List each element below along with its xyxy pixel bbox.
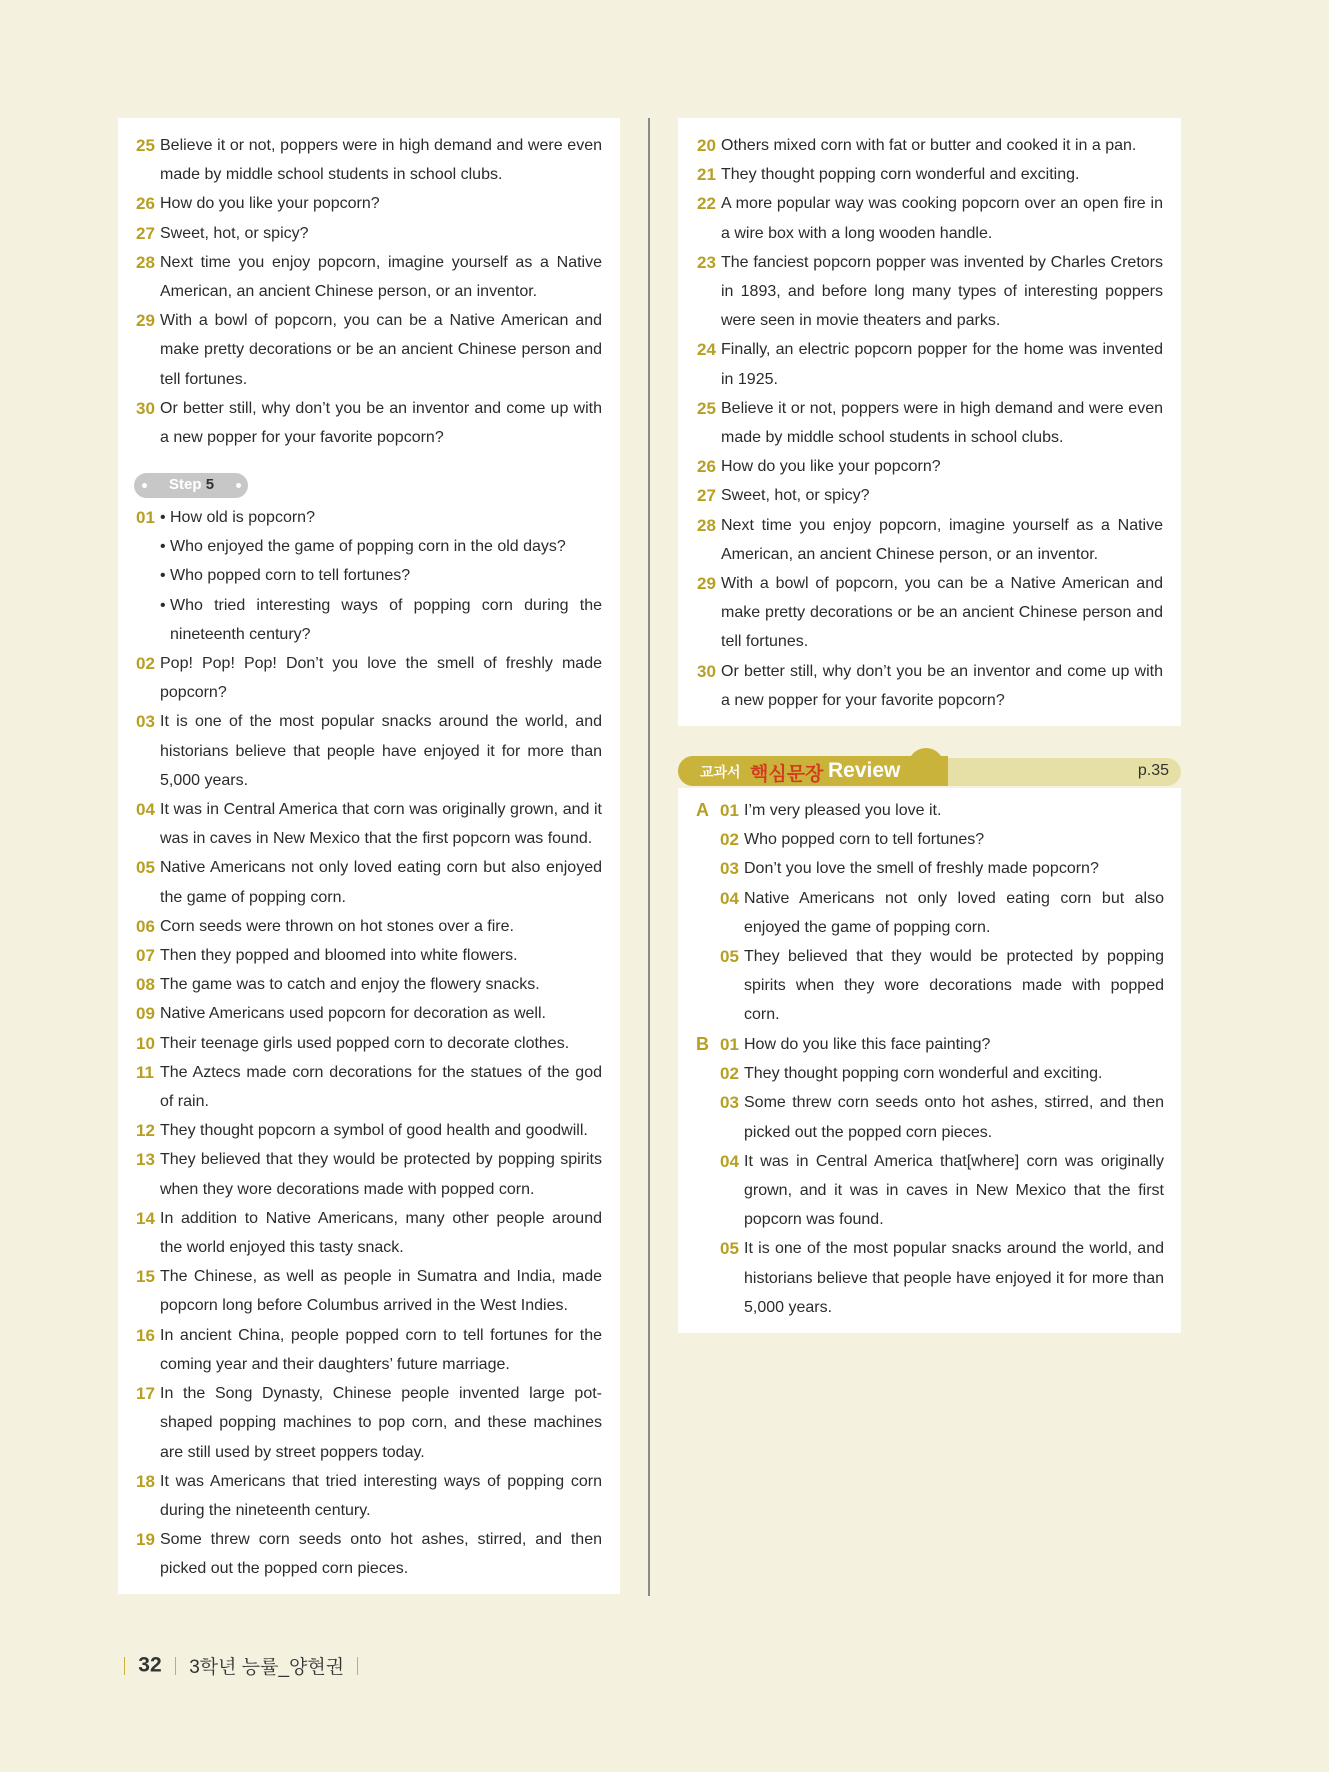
sentence-text: It is one of the most popular snacks around the world, and historians believe that people have enjoyed it for more than 5,000 years. — [160, 713, 602, 789]
sentence-number: 19 — [136, 1530, 155, 1550]
review-section-b — [696, 1030, 1164, 1322]
sentence-number: 03 — [720, 1093, 739, 1113]
sentence-item — [136, 131, 602, 189]
sentence-number: 02 — [720, 830, 739, 850]
sentence-number: 04 — [720, 888, 739, 908]
footer-divider — [124, 1657, 125, 1675]
sentence-text: Native Americans not only loved eating corn but also enjoyed the game of popping corn. — [744, 889, 1164, 936]
sentence-number: 16 — [136, 1325, 155, 1345]
sentence-number: 11 — [136, 1062, 154, 1082]
sentence-number: 25 — [136, 136, 155, 155]
sentence-item — [136, 219, 602, 248]
sentence-text: Or better still, why don’t you be an inventor and come up with a new popper for your favorite popcorn? — [160, 399, 602, 447]
sentence-number: 02 — [136, 654, 155, 674]
sentence-item — [697, 452, 1163, 481]
sentence-number: 15 — [136, 1267, 155, 1287]
sentence-text: Sweet, hot, or spicy? — [160, 224, 309, 242]
sentence-number: 02 — [720, 1064, 739, 1084]
sentence-text: In addition to Native Americans, many other people around the world enjoyed this tasty snack. — [160, 1209, 602, 1257]
sentence-text: Native Americans used popcorn for decoration as well. — [160, 1005, 546, 1023]
question-bullet — [136, 503, 602, 532]
sentence-item — [697, 335, 1163, 393]
sentence-item — [697, 160, 1163, 189]
sentence-text: They believed that they would be protected by popping spirits when they wore decorations made with popped corn. — [744, 948, 1164, 1024]
sentence-item — [136, 189, 602, 218]
sentence-text: With a bowl of popcorn, you can be a Native American and make pretty decorations or be an ancient Chinese person and tell fortunes. — [721, 575, 1163, 651]
page-footer — [116, 1652, 366, 1682]
book-title: 3학년 능률_양현권 — [189, 1657, 345, 1678]
bullet-icon: • — [160, 509, 166, 526]
sentence-text: With a bowl of popcorn, you can be a Native American and make pretty decorations or be an ancient Chinese person and tell fortunes. — [160, 312, 602, 388]
sentence-item — [720, 1147, 1164, 1235]
sentence-text: A more popular way was cooking popcorn over an open fire in a wire box with a long wooden handle. — [721, 195, 1163, 242]
sentence-item — [136, 1204, 602, 1262]
step-badge — [134, 473, 248, 498]
sentence-item — [720, 942, 1164, 1030]
review-banner — [678, 756, 1181, 786]
right-sentence-list — [697, 131, 1163, 715]
sentence-item — [720, 1088, 1164, 1146]
sentence-text: How do you like your popcorn? — [160, 195, 380, 213]
sentence-item — [720, 1030, 1164, 1059]
bullet-icon: • — [160, 567, 166, 585]
sentence-text: How do you like your popcorn? — [721, 458, 941, 476]
sentence-number: 04 — [720, 1151, 739, 1171]
sentence-number: 01 — [720, 1035, 739, 1054]
sentence-number: 08 — [136, 975, 155, 995]
question-bullet — [136, 591, 602, 649]
sentence-number: 21 — [697, 165, 716, 185]
sentence-text: The fanciest popcorn popper was invented by Charles Cretors in 1893, and before long many types of interesting poppers were seen in movie theaters and parks. — [721, 253, 1163, 330]
bullet-icon: • — [160, 538, 166, 556]
sentence-item — [720, 796, 1164, 825]
sentence-number: 24 — [697, 340, 716, 360]
step-label: Step 5 — [169, 476, 215, 493]
step-dot-left — [142, 483, 147, 488]
sentence-text: Their teenage girls used popped corn to decorate clothes. — [160, 1034, 570, 1052]
sentence-number: 26 — [136, 194, 155, 214]
review-label-big: 핵심문장 — [750, 764, 824, 785]
sentence-number: 27 — [697, 486, 716, 506]
sentence-item — [720, 1234, 1164, 1322]
sentence-item — [136, 795, 602, 853]
sentence-number: 01 — [720, 801, 739, 820]
sentence-item — [697, 657, 1163, 715]
sentence-text: Others mixed corn with fat or butter and cooked it in a pan. — [721, 137, 1137, 154]
sentence-item — [136, 1467, 602, 1525]
sentence-text: They thought popping corn wonderful and exciting. — [721, 166, 1080, 184]
sentence-text: Next time you enjoy popcorn, imagine yourself as a Native American, an ancient Chinese person, or an inventor. — [160, 253, 602, 301]
sentence-item — [136, 1029, 602, 1058]
sentence-text: Don’t you love the smell of freshly made popcorn? — [744, 860, 1099, 878]
sentence-text: They believed that they would be protected by popping spirits when they wore decorations made with popped corn. — [160, 1151, 602, 1198]
footer-divider — [175, 1657, 176, 1675]
sentence-item — [697, 569, 1163, 657]
sentence-number: 05 — [720, 947, 739, 967]
sentence-number: 04 — [136, 800, 155, 820]
sentence-number: 30 — [136, 398, 155, 418]
left-sentence-list-a — [136, 131, 602, 452]
sentence-text: Some threw corn seeds onto hot ashes, stirred, and then picked out the popped corn pieces. — [160, 1531, 602, 1578]
sentence-text: Who popped corn to tell fortunes? — [744, 831, 985, 849]
review-banner-circle — [908, 748, 944, 784]
sentence-item — [720, 854, 1164, 883]
sentence-text: Or better still, why don’t you be an inventor and come up with a new popper for your favorite popcorn? — [721, 662, 1163, 709]
sentence-number: 13 — [136, 1150, 155, 1170]
column-divider — [648, 118, 650, 1596]
sentence-item — [136, 1058, 602, 1116]
sentence-number: 28 — [697, 515, 716, 535]
review-label-small: 교과서 — [700, 764, 741, 780]
sentence-number: 03 — [720, 859, 739, 879]
sentence-item — [697, 481, 1163, 510]
sentence-text: Then they popped and bloomed into white flowers. — [160, 947, 518, 965]
sentence-number: 20 — [697, 136, 716, 155]
sentence-item — [136, 394, 602, 452]
sentence-item — [720, 1059, 1164, 1088]
sentence-item — [136, 1321, 602, 1379]
question-text: Who popped corn to tell fortunes? — [170, 567, 411, 585]
sentence-number: 06 — [136, 916, 155, 936]
sentence-text: It was in Central America that corn was originally grown, and it was in caves in New Mexico that the first popcorn was found. — [160, 801, 602, 848]
sentence-text: Finally, an electric popcorn popper for the home was invented in 1925. — [721, 341, 1163, 388]
sentence-item — [697, 189, 1163, 247]
sentence-text: I’m very pleased you love it. — [744, 802, 942, 819]
sentence-number: 09 — [136, 1004, 155, 1024]
sentence-text: The Chinese, as well as people in Sumatra and India, made popcorn long before Columbus arrived in the West Indies. — [160, 1268, 602, 1315]
sentence-item — [136, 941, 602, 970]
sentence-item — [136, 649, 602, 707]
sentence-item — [136, 853, 602, 911]
sentence-item — [136, 970, 602, 999]
footer-divider — [357, 1657, 358, 1675]
sentence-text: The game was to catch and enjoy the flowery snacks. — [160, 976, 540, 994]
left-sentence-list-b — [136, 503, 602, 1584]
sentence-item — [720, 884, 1164, 942]
sentence-item — [136, 1116, 602, 1145]
sentence-number: 29 — [136, 311, 155, 331]
sentence-text: Corn seeds were thrown on hot stones over a fire. — [160, 917, 514, 935]
question-text: Who enjoyed the game of popping corn in the old days? — [170, 538, 566, 556]
step-dot-right — [236, 483, 241, 488]
sentence-item — [136, 707, 602, 795]
sentence-number: 14 — [136, 1208, 155, 1228]
sentence-number: 07 — [136, 946, 155, 966]
sentence-text: Native Americans not only loved eating corn but also enjoyed the game of popping corn. — [160, 859, 602, 906]
sentence-item — [136, 248, 602, 306]
sentence-number: 29 — [697, 574, 716, 594]
sentence-item — [136, 306, 602, 394]
sentence-item — [136, 1262, 602, 1320]
sentence-number: 17 — [136, 1384, 155, 1404]
review-letter-b: B — [696, 1034, 709, 1054]
step5-question-01: 01 • How old is popcorn? • Who enjoyed the game of popping corn in the old days? • Who popped corn to tell fortunes? • Who tried interesting ways of popping corn during the nineteenth century? — [136, 503, 602, 649]
sentence-text: It is one of the most popular snacks around the world, and historians believe that people have enjoyed it for more than 5,000 years. — [744, 1240, 1164, 1316]
question-bullet — [136, 561, 602, 590]
bullet-icon: • — [160, 596, 166, 614]
sentence-item — [697, 131, 1163, 160]
sentence-item — [697, 511, 1163, 569]
sentence-text: How do you like this face painting? — [744, 1036, 991, 1053]
sentence-number: 10 — [136, 1033, 155, 1053]
sentence-number: 05 — [720, 1239, 739, 1259]
sentence-item — [136, 1379, 602, 1467]
question-text: How old is popcorn? — [170, 509, 315, 526]
question-bullet — [136, 532, 602, 561]
sentence-item — [136, 999, 602, 1028]
sentence-text: They thought popcorn a symbol of good health and goodwill. — [160, 1122, 588, 1140]
sentence-item — [697, 394, 1163, 452]
sentence-item — [136, 1525, 602, 1583]
sentence-item — [720, 825, 1164, 854]
sentence-text: It was in Central America that[where] corn was originally grown, and it was in caves in New Mexico that the first popcorn was found. — [744, 1152, 1164, 1229]
review-label-word: Review — [828, 759, 901, 782]
sentence-text: Some threw corn seeds onto hot ashes, stirred, and then picked out the popped corn pieces. — [744, 1094, 1164, 1141]
sentence-number: 25 — [697, 398, 716, 418]
sentence-text: The Aztecs made corn decorations for the statues of the god of rain. — [160, 1063, 602, 1111]
review-letter-a: A — [696, 800, 709, 820]
sentence-number: 23 — [697, 252, 716, 272]
sentence-number: 27 — [136, 223, 155, 243]
sentence-text: They thought popping corn wonderful and exciting. — [744, 1065, 1103, 1083]
sentence-text: Believe it or not, poppers were in high demand and were even made by middle school students in school clubs. — [721, 399, 1163, 447]
sentence-text: Next time you enjoy popcorn, imagine yourself as a Native American, an ancient Chinese person, or an inventor. — [721, 516, 1163, 563]
sentence-number: 12 — [136, 1121, 155, 1141]
sentence-number: 26 — [697, 457, 716, 477]
sentence-number: 18 — [136, 1471, 155, 1491]
sentence-text: In the Song Dynasty, Chinese people invented large pot-shaped popping machines to pop corn, and these machines are still used by street poppers today. — [160, 1385, 602, 1461]
sentence-item — [136, 912, 602, 941]
sentence-number: 30 — [697, 661, 716, 681]
sentence-number: 05 — [136, 858, 155, 878]
sentence-text: In ancient China, people popped corn to tell fortunes for the coming year and their daughters’ future marriage. — [160, 1326, 602, 1373]
sentence-number: 03 — [136, 712, 155, 732]
page-number: 32 — [138, 1653, 162, 1677]
sentence-text: Sweet, hot, or spicy? — [721, 487, 870, 505]
sentence-number: 28 — [136, 252, 155, 272]
sentence-item — [136, 1145, 602, 1203]
review-page-ref: p.35 — [1137, 762, 1169, 779]
sentence-number: 22 — [697, 194, 716, 214]
sentence-text: Believe it or not, poppers were in high demand and were even made by middle school students in school clubs. — [160, 137, 602, 184]
sentence-text: Pop! Pop! Pop! Don’t you love the smell of freshly made popcorn? — [160, 655, 602, 702]
question-text: Who tried interesting ways of popping corn during the nineteenth century? — [170, 596, 602, 643]
review-section-a — [696, 796, 1164, 1030]
sentence-item — [697, 248, 1163, 336]
sentence-text: It was Americans that tried interesting ways of popping corn during the nineteenth century. — [160, 1472, 602, 1519]
